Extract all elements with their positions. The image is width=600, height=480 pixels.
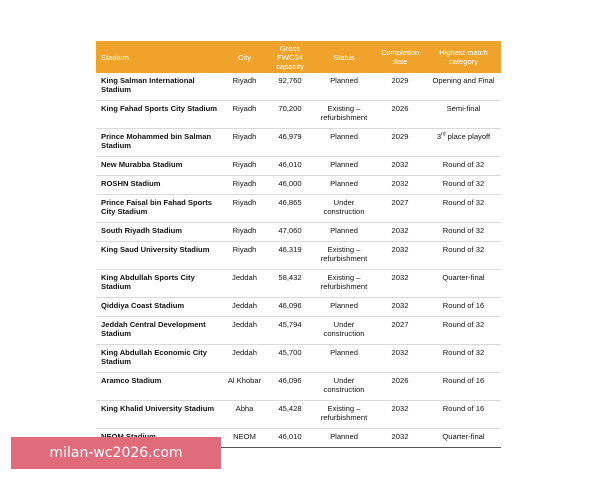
completion-cell: 2032	[374, 270, 426, 298]
city-cell: Riyadh	[223, 195, 266, 223]
city-cell: Jeddah	[223, 345, 266, 373]
capacity-cell: 46,096	[266, 298, 314, 317]
city-cell: Riyadh	[223, 176, 266, 195]
status-cell: Existing – refurbishment	[314, 401, 374, 429]
city-cell: Abha	[223, 401, 266, 429]
completion-cell: 2032	[374, 157, 426, 176]
capacity-cell: 70,200	[266, 101, 314, 129]
stadium-cell: King Salman International Stadium	[96, 73, 223, 101]
ordinal-suffix: rd	[441, 131, 446, 138]
site-watermark-banner: milan-wc2026.com	[11, 437, 221, 469]
status-cell: Planned	[314, 73, 374, 101]
category-cell: Round of 32	[426, 345, 501, 373]
header-stadium: Stadium	[96, 41, 223, 73]
city-cell: Riyadh	[223, 129, 266, 157]
capacity-cell: 45,700	[266, 345, 314, 373]
table-row	[96, 317, 501, 345]
completion-cell: 2032	[374, 176, 426, 195]
table-row	[96, 401, 501, 429]
stadium-cell: King Abdullah Economic City Stadium	[96, 345, 223, 373]
table-row	[96, 195, 501, 223]
stadium-table-document	[96, 41, 501, 448]
category-cell: Round of 32	[426, 223, 501, 242]
category-cell: 3rd place playoff	[426, 129, 501, 157]
category-cell: Round of 32	[426, 195, 501, 223]
stadium-cell: Jeddah Central Development Stadium	[96, 317, 223, 345]
stadium-cell: King Abdullah Sports City Stadium	[96, 270, 223, 298]
status-cell: Planned	[314, 429, 374, 448]
category-cell: Round of 32	[426, 317, 501, 345]
category-cell: Semi-final	[426, 101, 501, 129]
capacity-cell: 46,319	[266, 242, 314, 270]
completion-cell: 2032	[374, 223, 426, 242]
completion-cell: 2029	[374, 129, 426, 157]
table-row	[96, 101, 501, 129]
category-cell: Round of 16	[426, 401, 501, 429]
status-cell: Existing – refurbishment	[314, 101, 374, 129]
table-row	[96, 345, 501, 373]
stadium-cell: King Fahad Sports City Stadium	[96, 101, 223, 129]
completion-cell: 2027	[374, 195, 426, 223]
stadium-cell: Qiddiya Coast Stadium	[96, 298, 223, 317]
category-cell: Quarter-final	[426, 270, 501, 298]
table-row	[96, 73, 501, 101]
status-cell: Existing – refurbishment	[314, 242, 374, 270]
header-capacity: Gross FWC34 capacity	[266, 41, 314, 73]
stadium-table	[96, 41, 501, 448]
stadium-cell: Aramco Stadium	[96, 373, 223, 401]
stadium-cell: Prince Mohammed bin Salman Stadium	[96, 129, 223, 157]
category-cell: Round of 16	[426, 298, 501, 317]
table-header-row	[96, 41, 501, 73]
stadium-cell: King Khalid University Stadium	[96, 401, 223, 429]
status-cell: Planned	[314, 129, 374, 157]
category-cell: Quarter-final	[426, 429, 501, 448]
capacity-cell: 46,865	[266, 195, 314, 223]
category-cell: Round of 32	[426, 242, 501, 270]
status-cell: Planned	[314, 176, 374, 195]
city-cell: Riyadh	[223, 242, 266, 270]
table-header	[96, 41, 501, 73]
status-cell: Planned	[314, 223, 374, 242]
city-cell: NEOM	[223, 429, 266, 448]
status-cell: Existing – refurbishment	[314, 270, 374, 298]
status-cell: Under construction	[314, 195, 374, 223]
capacity-cell: 46,979	[266, 129, 314, 157]
city-cell: Riyadh	[223, 73, 266, 101]
city-cell: Riyadh	[223, 157, 266, 176]
city-cell: Jeddah	[223, 270, 266, 298]
table-row	[96, 298, 501, 317]
completion-cell: 2027	[374, 317, 426, 345]
completion-cell: 2032	[374, 401, 426, 429]
capacity-cell: 45,794	[266, 317, 314, 345]
completion-cell: 2032	[374, 345, 426, 373]
completion-cell: 2026	[374, 373, 426, 401]
capacity-cell: 46,010	[266, 157, 314, 176]
table-body	[96, 73, 501, 448]
completion-cell: 2032	[374, 429, 426, 448]
category-cell: Round of 16	[426, 373, 501, 401]
city-cell: Riyadh	[223, 223, 266, 242]
category-cell: Round of 32	[426, 176, 501, 195]
completion-cell: 2032	[374, 298, 426, 317]
header-category: Highest match category	[426, 41, 501, 73]
stadium-cell: Prince Faisal bin Fahad Sports City Stadium	[96, 195, 223, 223]
table-row	[96, 129, 501, 157]
status-cell: Planned	[314, 345, 374, 373]
city-cell: Al Khobar	[223, 373, 266, 401]
completion-cell: 2032	[374, 242, 426, 270]
table-row	[96, 242, 501, 270]
header-completion: Completion date	[374, 41, 426, 73]
status-cell: Under construction	[314, 373, 374, 401]
category-cell: Opening and Final	[426, 73, 501, 101]
status-cell: Planned	[314, 298, 374, 317]
table-row	[96, 373, 501, 401]
header-city: City	[223, 41, 266, 73]
completion-cell: 2026	[374, 101, 426, 129]
capacity-cell: 47,060	[266, 223, 314, 242]
header-status: Status	[314, 41, 374, 73]
city-cell: Jeddah	[223, 317, 266, 345]
stadium-cell: ROSHN Stadium	[96, 176, 223, 195]
completion-cell: 2029	[374, 73, 426, 101]
city-cell: Riyadh	[223, 101, 266, 129]
city-cell: Jeddah	[223, 298, 266, 317]
table-row	[96, 223, 501, 242]
table-row	[96, 157, 501, 176]
capacity-cell: 45,428	[266, 401, 314, 429]
table-row	[96, 176, 501, 195]
stadium-cell: New Murabba Stadium	[96, 157, 223, 176]
capacity-cell: 46,096	[266, 373, 314, 401]
category-cell: Round of 32	[426, 157, 501, 176]
stadium-cell: King Saud University Stadium	[96, 242, 223, 270]
capacity-cell: 58,432	[266, 270, 314, 298]
capacity-cell: 46,000	[266, 176, 314, 195]
stadium-cell: South Riyadh Stadium	[96, 223, 223, 242]
status-cell: Under construction	[314, 317, 374, 345]
capacity-cell: 92,760	[266, 73, 314, 101]
status-cell: Planned	[314, 157, 374, 176]
capacity-cell: 46,010	[266, 429, 314, 448]
table-row	[96, 270, 501, 298]
